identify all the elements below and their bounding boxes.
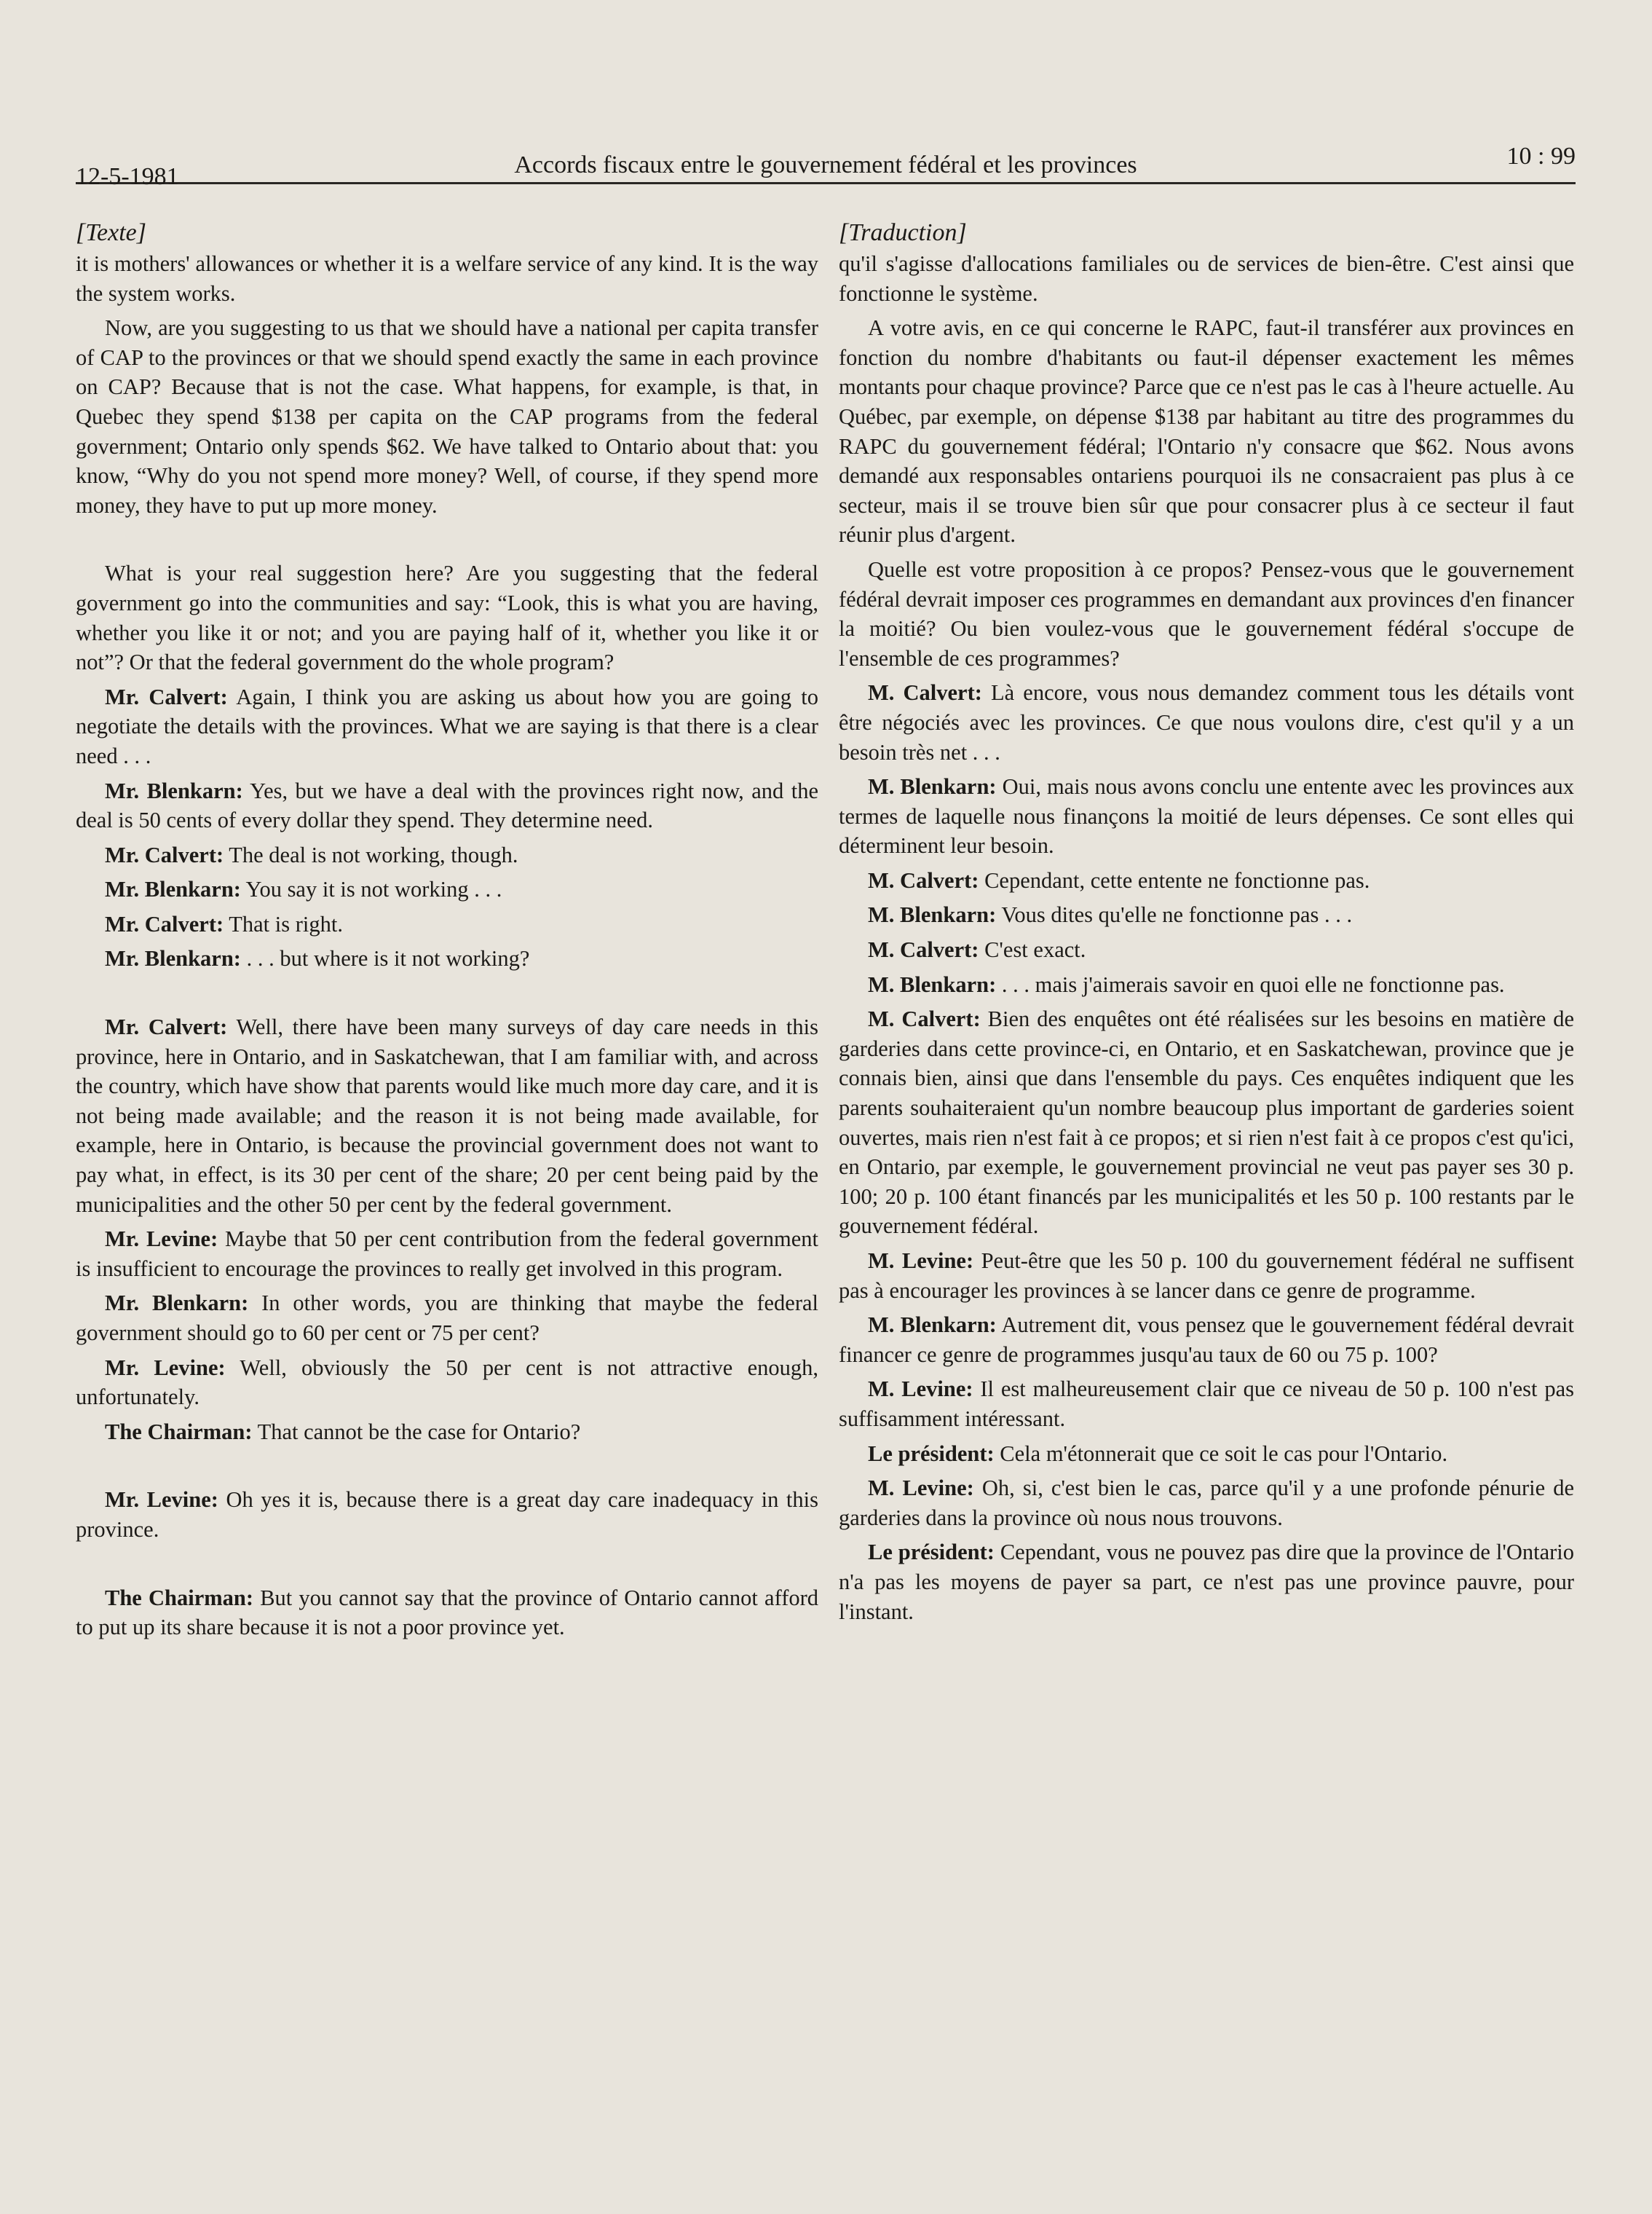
- paragraph: M. Blenkarn: . . . mais j'aimerais savoir en quoi elle ne fonctionne pas.: [868, 972, 1505, 997]
- paragraph: it is mothers' allowances or whether it is a welfare service of any kind. It is the way the system works.: [76, 251, 818, 306]
- header-title: Accords fiscaux entre le gouvernement fédéral et les provinces: [514, 151, 1137, 178]
- speaker-name: Mr. Levine:: [105, 1487, 218, 1513]
- paragraph: Mr. Calvert: That is right.: [105, 911, 343, 937]
- paragraph: M. Blenkarn: Autrement dit, vous pensez que le gouvernement fédéral devrait financer ce genre de programmes jusqu'au taux de 60 ou 75 p. 100?: [839, 1312, 1574, 1367]
- paragraph: Mr. Levine: Oh yes it is, because there is a great day care inadequacy in this province.: [76, 1487, 818, 1542]
- speaker-name: Mr. Levine:: [105, 1226, 218, 1252]
- paragraph: The Chairman: That cannot be the case for Ontario?: [105, 1419, 581, 1444]
- speaker-name: M. Blenkarn:: [868, 902, 997, 928]
- speaker-name: M. Blenkarn:: [868, 972, 997, 997]
- paragraph: A votre avis, en ce qui concerne le RAPC, faut-il transférer aux provinces en fonction du nombre d'habitants ou faut-il dépenser exactement les mêmes montants pour chaque province? Parce que ce n'est pas le cas à l'heure actuelle. Au Québec, par exemple, on dépense $138 par habitant au titre des programmes du RAPC du gouvernement fédéral; l'Ontario n'y consacre que $62. Nous avons demandé aux responsables ontariens pourquoi ils ne consacraient pas plus à ce secteur, mais il se trouve bien sûr que pour consacrer plus à ce secteur il faut réunir plus d'argent.: [839, 315, 1574, 548]
- paragraph: qu'il s'agisse d'allocations familiales ou de services de bien-être. C'est ainsi que fonctionne le système.: [839, 251, 1574, 306]
- paragraph: Le président: Cependant, vous ne pouvez pas dire que la province de l'Ontario n'a pas les moyens de payer sa part, ce n'est pas une province pauvre, pour l'instant.: [839, 1540, 1574, 1624]
- speaker-name: Mr. Levine:: [105, 1355, 226, 1380]
- paragraph: M. Levine: Il est malheureusement clair que ce niveau de 50 p. 100 n'est pas suffisamment intéressant.: [839, 1376, 1575, 1431]
- header-page-number: 10 : 99: [1506, 143, 1576, 170]
- speaker-name: Mr. Calvert:: [105, 1015, 228, 1040]
- paragraph: Quelle est votre proposition à ce propos? Pensez-vous que le gouvernement fédéral devrait imposer ces programmes en demandant aux provinces d'en financer la moitié? Ou bien voulez-vous que le gouvernement fédéral s'occupe de l'ensemble de ces programmes?: [839, 556, 1574, 671]
- paragraph: Mr. Blenkarn: . . . but where is it not working?: [105, 946, 530, 972]
- paragraph: Mr. Blenkarn: You say it is not working . . .: [105, 877, 502, 902]
- paragraph: Mr. Levine: Well, obviously the 50 per cent is not attractive enough, unfortunately.: [76, 1355, 818, 1410]
- paragraph: The Chairman: But you cannot say that the province of Ontario cannot afford to put up its share because it is not a poor province yet.: [76, 1585, 819, 1640]
- speaker-name: M. Levine:: [868, 1248, 974, 1273]
- speaker-name: The Chairman:: [105, 1419, 253, 1444]
- speaker-name: M. Calvert:: [868, 937, 979, 963]
- paragraph: Mr. Calvert: Well, there have been many surveys of day care needs in this province, here in Ontario, and in Saskatchewan, that I am familiar with, and across the country, which have show that parents would like much more day care, and it is not being made available; and the reason it is not being made available, for example, here in Ontario, is because the provincial government does not want to pay what, in effect, is its 30 per cent of the share; 20 per cent being paid by the municipalities and the other 50 per cent by the federal government.: [76, 1015, 818, 1217]
- paragraph: M. Levine: Peut-être que les 50 p. 100 du gouvernement fédéral ne suffisent pas à encourager les provinces à se lancer dans ce genre de programme.: [839, 1248, 1574, 1303]
- speaker-name: Mr. Blenkarn:: [105, 778, 243, 803]
- speaker-name: M. Calvert:: [868, 680, 982, 706]
- paragraph: M. Calvert: C'est exact.: [868, 937, 1086, 963]
- paragraph: M. Calvert: Cependant, cette entente ne fonctionne pas.: [868, 867, 1370, 893]
- english-column: [76, 218, 818, 1647]
- speaker-name: Mr. Blenkarn:: [105, 946, 241, 972]
- paragraph: M. Calvert: Là encore, vous nous demandez comment tous les détails vont être négociés avec les provinces. Ce que nous voulons dire, c'est qu'il y a un besoin très net . . .: [839, 680, 1574, 765]
- paragraph: Mr. Blenkarn: In other words, you are thinking that maybe the federal government should go to 60 per cent or 75 per cent?: [76, 1291, 818, 1345]
- speaker-name: Mr. Calvert:: [105, 684, 228, 709]
- paragraph: M. Blenkarn: Oui, mais nous avons conclu une entente avec les provinces aux termes de laquelle nous finançons la moitié de leurs dépenses. Ce sont elles qui déterminent leur besoin.: [839, 774, 1574, 859]
- paragraph: Mr. Levine: Maybe that 50 per cent contribution from the federal government is insufficient to encourage the provinces to really get involved in this program.: [76, 1226, 818, 1281]
- speaker-name: Mr. Calvert:: [105, 842, 224, 867]
- speaker-name: M. Calvert:: [868, 867, 979, 893]
- speaker-name: M. Blenkarn:: [868, 1312, 997, 1338]
- speaker-name: Mr. Blenkarn:: [105, 1291, 249, 1316]
- french-column-label: [Traduction]: [839, 219, 967, 246]
- page-header: [76, 143, 1576, 190]
- speaker-name: Le président:: [868, 1441, 995, 1466]
- paragraph: Mr. Blenkarn: Yes, but we have a deal with the provinces right now, and the deal is 50 cents of every dollar they spend. They determine need.: [76, 778, 818, 833]
- speaker-name: Mr. Blenkarn:: [105, 877, 241, 902]
- speaker-name: M. Blenkarn:: [868, 774, 997, 800]
- paragraph: Mr. Calvert: Again, I think you are asking us about how you are going to negotiate the details with the provinces. What we are saying is that there is a clear need . . .: [76, 684, 818, 768]
- speaker-name: Mr. Calvert:: [105, 911, 224, 937]
- paragraph: Le président: Cela m'étonnerait que ce soit le cas pour l'Ontario.: [868, 1441, 1448, 1466]
- paragraph: What is your real suggestion here? Are you suggesting that the federal government go into the communities and say: “Look, this is what you are having, whether you like it or not; and you are paying half of it, whether you like it or not”? Or that the federal government do the whole program?: [76, 561, 818, 675]
- paragraph: Mr. Calvert: The deal is not working, though.: [105, 842, 518, 867]
- french-column: [839, 218, 1574, 1631]
- paragraph: M. Calvert: Bien des enquêtes ont été réalisées sur les besoins en matière de garderies dans cette province-ci, en Ontario, et en Saskatchewan, province que je connais bien, ainsi que dans l'ensemble du pays. Ces enquêtes indiquent que les parents souhaiteraient qu'un nombre beaucoup plus important de garderies soient ouvertes, mais rien n'est fait à ce propos; et si rien n'est fait à ce propos c'est qu'ici, en Ontario, par exemple, le gouvernement provincial ne veut pas payer ses 30 p. 100; 20 p. 100 étant financés par les municipalités et les 50 p. 100 restants par le gouvernement fédéral.: [839, 1006, 1575, 1239]
- paragraph: M. Levine: Oh, si, c'est bien le cas, parce qu'il y a une profonde pénurie de garderies dans la province où nous nous trouvons.: [839, 1476, 1574, 1530]
- header-date: 12-5-1981: [76, 163, 179, 190]
- speaker-name: Le président:: [868, 1540, 995, 1565]
- speaker-name: M. Levine:: [868, 1376, 973, 1402]
- paragraph: Now, are you suggesting to us that we should have a national per capita transfer of CAP to the provinces or that we should spend exactly the same in each province on CAP? Because that is not the case. What happens, for example, is that, in Quebec they spend $138 per capita on the CAP programs from the federal government; Ontario only spends $62. We have talked to Ontario about that: you know, “Why do you not spend more money? Well, of course, if they spend more money, they have to put up more money.: [76, 315, 818, 518]
- speaker-name: The Chairman:: [105, 1585, 254, 1610]
- paragraph: M. Blenkarn: Vous dites qu'elle ne fonctionne pas . . .: [868, 902, 1353, 928]
- english-column-label: [Texte]: [76, 219, 146, 246]
- speaker-name: M. Levine:: [868, 1476, 974, 1501]
- speaker-name: M. Calvert:: [868, 1006, 981, 1032]
